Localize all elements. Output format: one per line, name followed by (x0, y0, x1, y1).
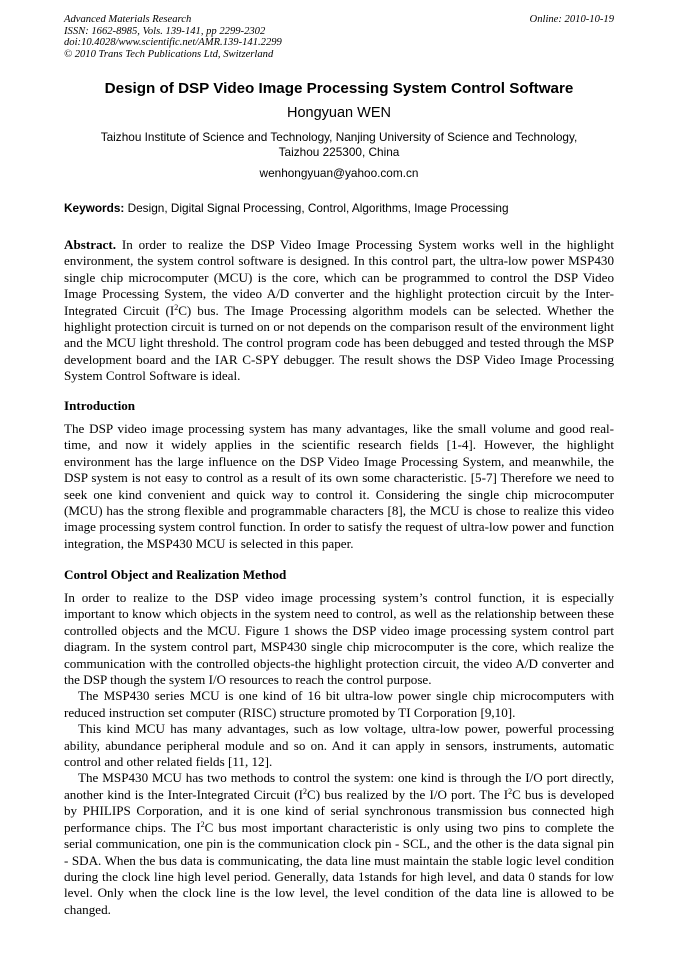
keywords-text: Design, Digital Signal Processing, Control, Algorithms, Image Processing (127, 201, 509, 215)
keywords (64, 201, 624, 216)
introduction-section (64, 398, 614, 552)
journal-name: Advanced Materials Research (64, 14, 192, 25)
author-email: wenhongyuan@yahoo.com.cn (259, 166, 419, 180)
p4-text-d: C bus most important characteristic is only using two pins to complete the serial communication, one pin is the communication clock pin - SCL, and the other is the data signal pin - SDA. When the bus data is communicating, the data line must maintain the stable logic level condition during the clock line high level period. Generally, data 1stands for high level, and data 0 stands for low level. Only when the clock line is the low level, the level condition of the data line is allowed to be changed. (64, 819, 615, 917)
introduction-heading: Introduction (64, 398, 136, 413)
control-section (64, 567, 614, 918)
introduction-paragraph: The DSP video image processing system has many advantages, like the small volume and good real-time, and now it widely applies in the scientific research fields [1-4]. However, the highlight environment has the large influence on the DSP Video Image Processing System, and meanwhile, the DSP system is not easy to control as a result of its own some characteristic. [5-7] Therefore we need to seek one kind convenient and quick way to control it. Considering the single chip microcomputer (MCU) has the strong flexible and programmable characters [8], the MCU is chose to realize this video image processing system control function. In order to satisfy the request of ultra-low power and function integration, the MSP430 MCU is selected in this paper. (64, 421, 614, 551)
control-paragraph-2: The MSP430 series MCU is one kind of 16 bit ultra-low power single chip microcomputers with reduced instruction set computer (RISC) structure promoted by TI Corporation [9,10]. (64, 688, 614, 720)
abstract-text-1: In order to realize the DSP Video Image Processing System works well in the highlight environment, the system control software is designed. In this control part, the ultra-low power MSP430 single chip microcomputer (MCU) is the core, which can be programmed to control the DSP Video Image Processing System, the video A/D converter and the highlight protection circuit by the Inter-Integrated Circuit (I (64, 237, 614, 318)
paper-title: Design of DSP Video Image Processing System Control Software (104, 80, 574, 97)
abstract (64, 237, 614, 385)
doi: doi:10.4028/www.scientific.net/AMR.139-141.2299 (64, 37, 282, 48)
control-heading: Control Object and Realization Method (64, 567, 287, 582)
control-paragraph-3: This kind MCU has many advantages, such as low voltage, ultra-low power, powerful processing ability, abundance peripheral module and so on. And it can apply in sensors, instruments, automatic control and other related fields [11, 12]. (64, 721, 614, 770)
p4-text-b: C) bus realized by the I/O port. The I (307, 786, 509, 802)
superscript: 2 (508, 786, 513, 796)
abstract-text-2: C) bus. The Image Processing algorithm models can be selected. Whether the highlight protection circuit is turned on or not depends on the comparison result of the environment light and the MCU light threshold. The control program code has been debugged and tested through the MSP development board and the IAR C-SPY debugger. The result shows the DSP Video Image Processing System Control Software is ideal. (64, 302, 614, 384)
affiliation-line-1: Taizhou Institute of Science and Technology, Nanjing University of Science and Technology, (100, 130, 578, 144)
control-paragraph-1: In order to realize to the DSP video image processing system’s control function, it is especially important to know which objects in the system need to control, as well as the relationship between these controlled objects and the MCU. Figure 1 shows the DSP video image processing system control part diagram. In the system control part, MSP430 single chip microcomputer is the core, which realize the communication with the controlled objects-the highlight protection circuit, the video A/D converter and the DSP though the system I/O resources to reach the control purpose. (64, 590, 614, 688)
page-header (64, 14, 614, 60)
keywords-label: Keywords: (64, 201, 125, 215)
abstract-label: Abstract. (64, 237, 116, 252)
issn: ISSN: 1662-8985, Vols. 139-141, pp 2299-2302 (64, 25, 266, 37)
p4-text-a: The MSP430 MCU has two methods to control the system: one kind is through the I/O port directly, another kind is the Inter-Integrated Circuit (I (64, 770, 614, 802)
p4-text-c: C bus is developed by PHILIPS Corporation, and it is one kind of serial synchronous transmission bus connected high performance chips. The I (64, 786, 614, 835)
superscript: 2 (174, 302, 179, 312)
online-date: Online: 2010-10-19 (529, 14, 614, 25)
author-name: Hongyuan WEN (287, 105, 391, 121)
copyright: © 2010 Trans Tech Publications Ltd, Switzerland (64, 48, 274, 60)
affiliation (44, 130, 634, 160)
affiliation-line-2: Taizhou 225300, China (278, 145, 400, 159)
superscript: 2 (200, 819, 205, 829)
control-paragraph-4 (64, 770, 614, 918)
superscript: 2 (303, 786, 308, 796)
